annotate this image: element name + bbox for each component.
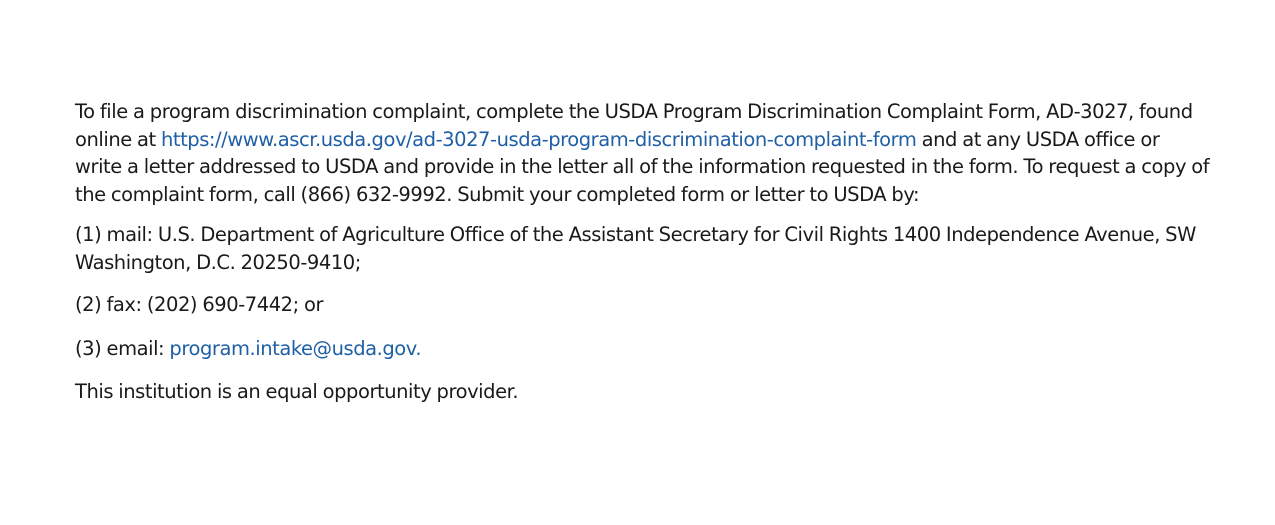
equal-opportunity-statement: This institution is an equal opportunity provider. — [75, 380, 519, 403]
complaint-instructions-paragraph — [75, 98, 1210, 208]
intro-text: To file a program discrimination complaint, complete the USDA Program Discrimination Complaint Form, AD-3027, found online at — [75, 100, 1193, 151]
complaint-form-link[interactable]: https://www.ascr.usda.gov/ad-3027-usda-program-discrimination-complaint-form — [160, 127, 917, 151]
intro-continuation-text: and at any USDA office or write a letter addressed to USDA and provide in the letter all of the information requested in the form. To request a copy of the complaint form, call (866) 632-9992. Submit your completed form or letter to USDA by: — [75, 127, 1210, 206]
email-link[interactable]: program.intake@usda.gov. — [169, 336, 422, 360]
fax-instructions: (2) fax: (202) 690-7442; or — [75, 293, 324, 316]
nondiscrimination-notice — [75, 98, 1210, 406]
email-prefix: (3) email: — [75, 336, 170, 360]
mail-instructions: (1) mail: U.S. Department of Agriculture Office of the Assistant Secretary for Civil Rights 1400 Independence Avenue, SW Washington, D.C. 20250-9410; — [75, 223, 1196, 274]
email-instructions — [75, 335, 1210, 363]
